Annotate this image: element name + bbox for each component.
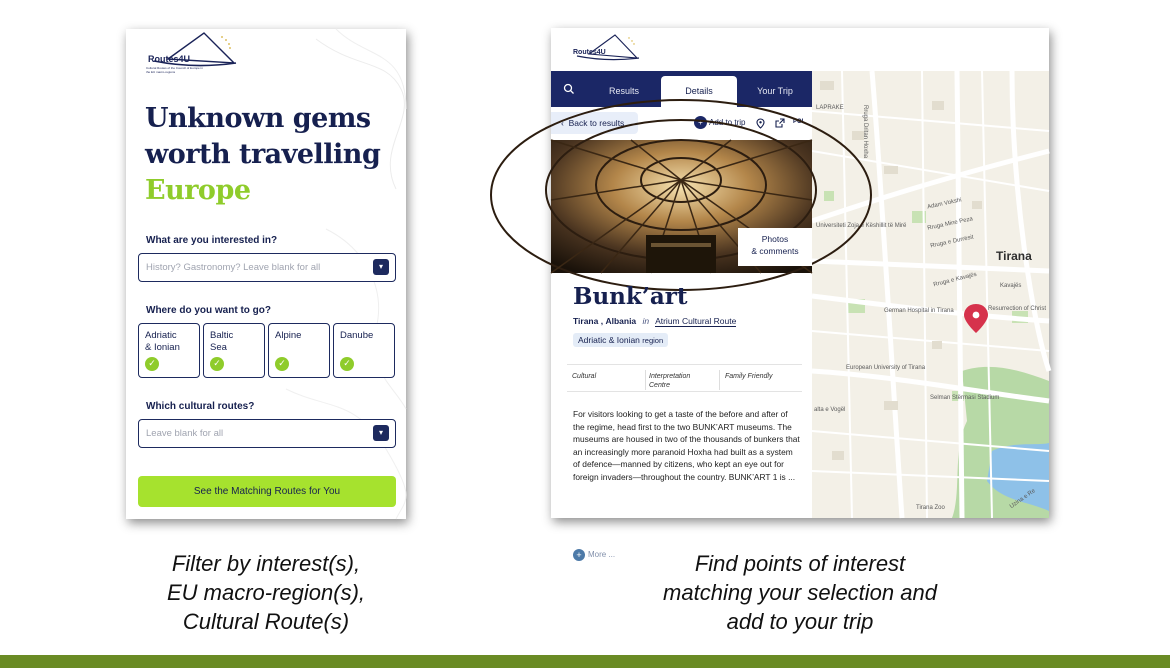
map-label: German Hospital in Tirana (884, 308, 954, 314)
in-word: in (642, 316, 650, 326)
map-label: Selman Stërmasi Stadium (930, 395, 1000, 401)
poi-city: Tirana , (573, 316, 604, 326)
region-chip[interactable] (573, 333, 668, 347)
chevron-down-icon[interactable]: ▾ (373, 425, 389, 441)
poi-icon[interactable]: POI (793, 119, 804, 125)
map-label: European University of Tirana (846, 365, 926, 371)
routes4u-logo[interactable] (144, 29, 239, 77)
region-label-line2: & Ionian (145, 342, 180, 353)
map-label: Resurrection of Christ (988, 306, 1047, 312)
left-caption (126, 549, 406, 636)
tab-your-trip[interactable]: Your Trip (757, 86, 793, 96)
poi-description: For visitors looking to get a taste of the before and after of the regime, head first to the two BUNK’ART museums. The museums are housed in two of the thousands of bunkers that an increasingly more paranoid Hoxha had built as a system of defence—manned by citizens, who kept an eye out for foreign invaders—throughout the country. BUNK’ART 1 is ... (573, 409, 800, 482)
check-icon: ✓ (275, 357, 289, 371)
map-label: Rruga e Durrësit (929, 234, 975, 250)
check-icon: ✓ (340, 357, 354, 371)
tab-details[interactable]: Details (661, 76, 737, 107)
map-canvas[interactable] (812, 71, 1049, 518)
region-label: Danube (340, 330, 374, 341)
left-caption-line-2: EU macro-region(s), (166, 580, 366, 605)
chevron-left-icon: ‹ (561, 118, 569, 128)
map-label: Universiteti Zoja e Këshillit të Mirë (816, 223, 907, 229)
logo-name: Routes4U (148, 54, 191, 64)
check-icon: ✓ (210, 357, 224, 371)
logo-subtitle: Cultural Routes of the Council of Europe in the EU macro-regions (146, 66, 203, 74)
headline-accent: Europe (145, 175, 251, 206)
location-pin-icon[interactable] (756, 118, 765, 129)
region-label (210, 330, 233, 354)
map-label: Rruga Mine Peza (926, 216, 974, 232)
routes4u-logo[interactable] (571, 32, 641, 68)
poi-location (573, 316, 736, 326)
right-caption (600, 549, 1000, 636)
poi-photo[interactable] (551, 140, 812, 273)
headline-line-2: worth travelling (145, 139, 381, 170)
tag-interpretation-line2: Centre (649, 382, 671, 389)
plus-circle-icon: + (573, 549, 585, 561)
routes-select[interactable] (138, 419, 396, 448)
region-card-alpine[interactable] (268, 323, 330, 378)
tag-family-friendly: Family Friendly (725, 373, 773, 380)
region-label-line1: Baltic (210, 330, 234, 341)
headline-line-1: Unknown gems (145, 103, 371, 134)
region-label (145, 330, 180, 354)
back-to-results-button[interactable] (551, 112, 638, 134)
logo-name: Routes4U (573, 49, 606, 56)
tag-interpretation-centre (649, 372, 690, 390)
tag-cultural: Cultural (572, 373, 597, 380)
region-label-line2: Sea (210, 342, 227, 353)
tags-row (567, 364, 802, 392)
share-icon[interactable] (775, 118, 785, 128)
map-label: LAPRAKE (816, 105, 844, 111)
plus-icon: + (694, 116, 707, 129)
search-icon[interactable] (563, 83, 575, 95)
region-card-adriatic-ionian[interactable] (138, 323, 200, 378)
footer-bar (0, 655, 1170, 668)
region-card-danube[interactable] (333, 323, 395, 378)
page-headline (145, 101, 380, 209)
interest-select[interactable] (138, 253, 396, 282)
right-caption-line-3: add to your trip (726, 609, 874, 634)
poi-country: Albania (605, 316, 637, 326)
map-label: Tirana Zoo (916, 505, 945, 511)
app-header (551, 28, 1049, 71)
right-caption-line-2: matching your selection and (663, 580, 937, 605)
interest-question: What are you interested in? (146, 235, 278, 246)
check-icon: ✓ (145, 357, 159, 371)
photos-label: Photos (761, 234, 789, 244)
cultural-route-link[interactable]: Atrium Cultural Route (655, 316, 737, 326)
interest-placeholder: History? Gastronomy? Leave blank for all (146, 262, 321, 273)
poi-title: Bunk’art (573, 283, 688, 310)
right-caption-line-1: Find points of interest (694, 551, 906, 576)
map-label: Rruga Dritan Hoxha (862, 105, 868, 159)
details-screen (551, 28, 1049, 560)
map-label: Rruga e Kavajës (932, 271, 978, 289)
map-label: Adam Vokshi (926, 197, 963, 211)
details-panel (551, 71, 812, 560)
back-label: Back to results (568, 118, 625, 128)
region-chip-name: Adriatic & Ionian (578, 335, 640, 345)
photos-comments-button[interactable] (738, 228, 812, 266)
routes-placeholder: Leave blank for all (146, 428, 224, 439)
left-caption-line-1: Filter by interest(s), (171, 551, 361, 576)
tab-results[interactable]: Results (608, 86, 639, 96)
tab-bar (551, 71, 812, 107)
tag-divider (645, 370, 646, 390)
map-city-label: Tirana (996, 249, 1032, 263)
comments-label: & comments (751, 246, 799, 256)
where-question: Where do you want to go? (146, 305, 271, 316)
map-label: Uzina e Re (1008, 488, 1037, 510)
see-matching-routes-button[interactable]: See the Matching Routes for You (138, 476, 396, 507)
region-card-baltic-sea[interactable] (203, 323, 265, 378)
region-chip-word: region (642, 336, 664, 345)
routes-question: Which cultural routes? (146, 401, 255, 412)
map-label: alta e Vogël (814, 407, 846, 413)
map-label: Kavajës (1000, 283, 1022, 289)
chevron-down-icon[interactable]: ▾ (373, 259, 389, 275)
filter-screen (126, 29, 406, 519)
add-to-trip-label: Add to trip (709, 118, 746, 127)
more-label: More ... (588, 550, 616, 560)
region-label-line1: Adriatic (145, 330, 177, 341)
left-caption-line-3: Cultural Route(s) (182, 609, 350, 634)
region-label: Alpine (275, 330, 302, 341)
map-view[interactable] (812, 71, 1049, 518)
tag-interpretation-line1: Interpretation (649, 373, 691, 380)
tag-divider (719, 370, 720, 390)
